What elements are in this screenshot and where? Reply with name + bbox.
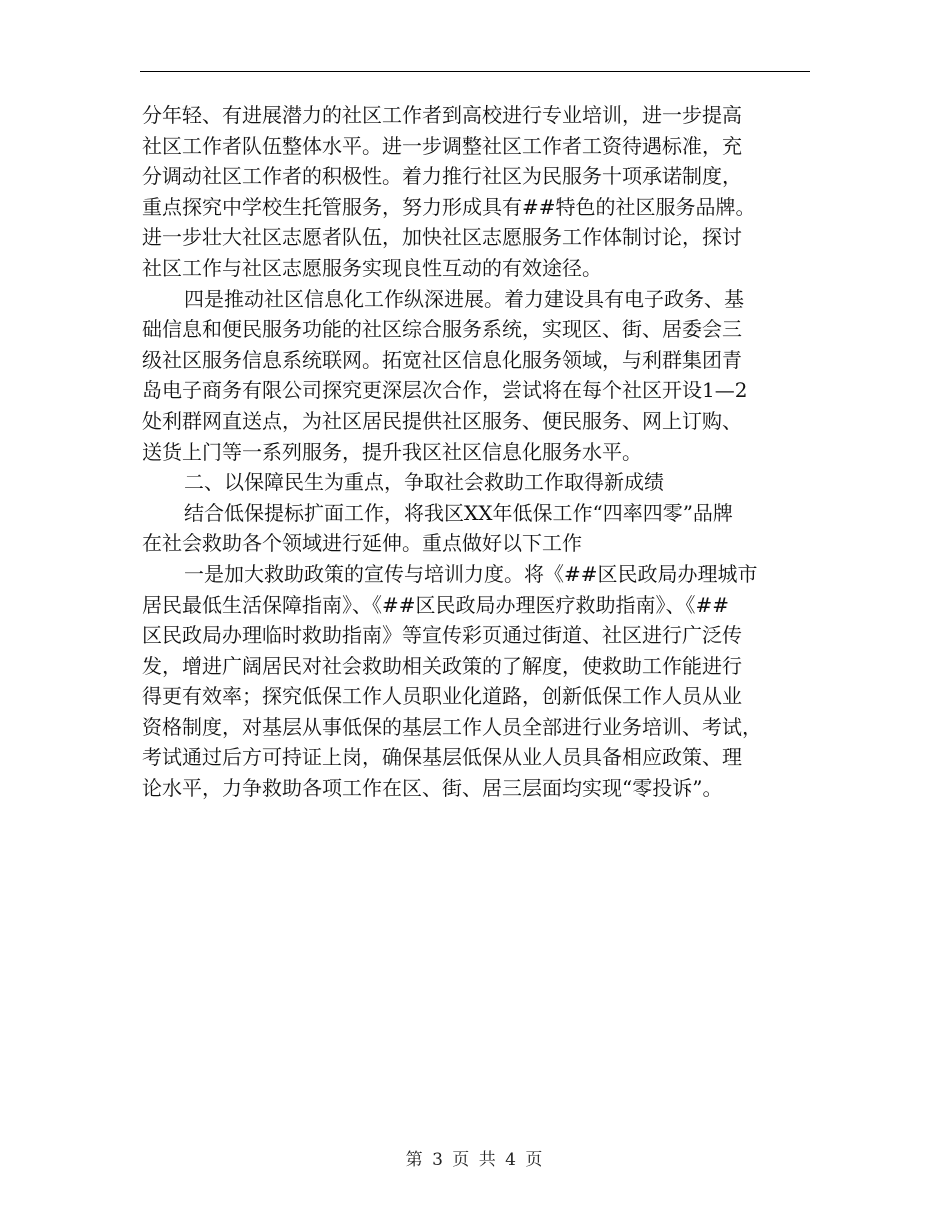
text-line: 重点探究中学校生托管服务，努力形成具有##特色的社区服务品牌。 xyxy=(142,194,756,219)
text-line: 区民政局办理临时救助指南》等宣传彩页通过街道、社区进行广泛传 xyxy=(142,623,742,648)
text-line: 级社区服务信息系统联网。拓宽社区信息化服务领域，与利群集团青 xyxy=(142,347,742,372)
text-line: 考试通过后方可持证上岗，确保基层低保从业人员具备相应政策、理 xyxy=(142,745,742,770)
text-line: 社区工作者队伍整体水平。进一步调整社区工作者工资待遇标准，充 xyxy=(142,133,742,158)
text-line: 四是推动社区信息化工作纵深进展。着力建设具有电子政务、基 xyxy=(184,286,744,311)
text-line: 结合低保提标扩面工作，将我区XX年低保工作“四率四零”品牌 xyxy=(184,500,733,525)
text-line: 送货上门等一系列服务，提升我区社区信息化服务水平。 xyxy=(142,439,642,464)
page-footer: 第 3 页 共 4 页 xyxy=(405,1150,545,1170)
text-line: 社区工作与社区志愿服务实现良性互动的有效途径。 xyxy=(142,255,602,280)
text-line: 居民最低生活保障指南》、《##区民政局办理医疗救助指南》、《## xyxy=(142,592,730,617)
text-line: 础信息和便民服务功能的社区综合服务系统，实现区、街、居委会三 xyxy=(142,317,742,342)
text-line: 得更有效率；探究低保工作人员职业化道路，创新低保工作人员从业 xyxy=(142,684,742,709)
text-line: 资格制度，对基层从事低保的基层工作人员全部进行业务培训、考试， xyxy=(142,714,762,739)
text-line: 岛电子商务有限公司探究更深层次合作，尝试将在每个社区开设1—2 xyxy=(142,378,748,403)
body-text xyxy=(142,100,812,804)
text-line: 在社会救助各个领域进行延伸。重点做好以下工作 xyxy=(142,531,582,556)
header-rule xyxy=(140,71,810,72)
text-line: 二、以保障民生为重点，争取社会救助工作取得新成绩 xyxy=(184,470,664,495)
text-line: 处利群网直送点，为社区居民提供社区服务、便民服务、网上订购、 xyxy=(142,408,742,433)
text-line: 论水平，力争救助各项工作在区、街、居三层面均实现“零投诉”。 xyxy=(142,776,723,801)
text-line: 分年轻、有进展潜力的社区工作者到高校进行专业培训，进一步提高 xyxy=(142,103,742,127)
text-line: 一是加大救助政策的宣传与培训力度。将《##区民政局办理城市 xyxy=(184,561,758,586)
text-line: 发，增进广阔居民对社会救助相关政策的了解度，使救助工作能进行 xyxy=(142,653,742,678)
text-line: 分调动社区工作者的积极性。着力推行社区为民服务十项承诺制度， xyxy=(142,164,742,189)
text-line: 进一步壮大社区志愿者队伍，加快社区志愿服务工作体制讨论，探讨 xyxy=(142,225,742,250)
